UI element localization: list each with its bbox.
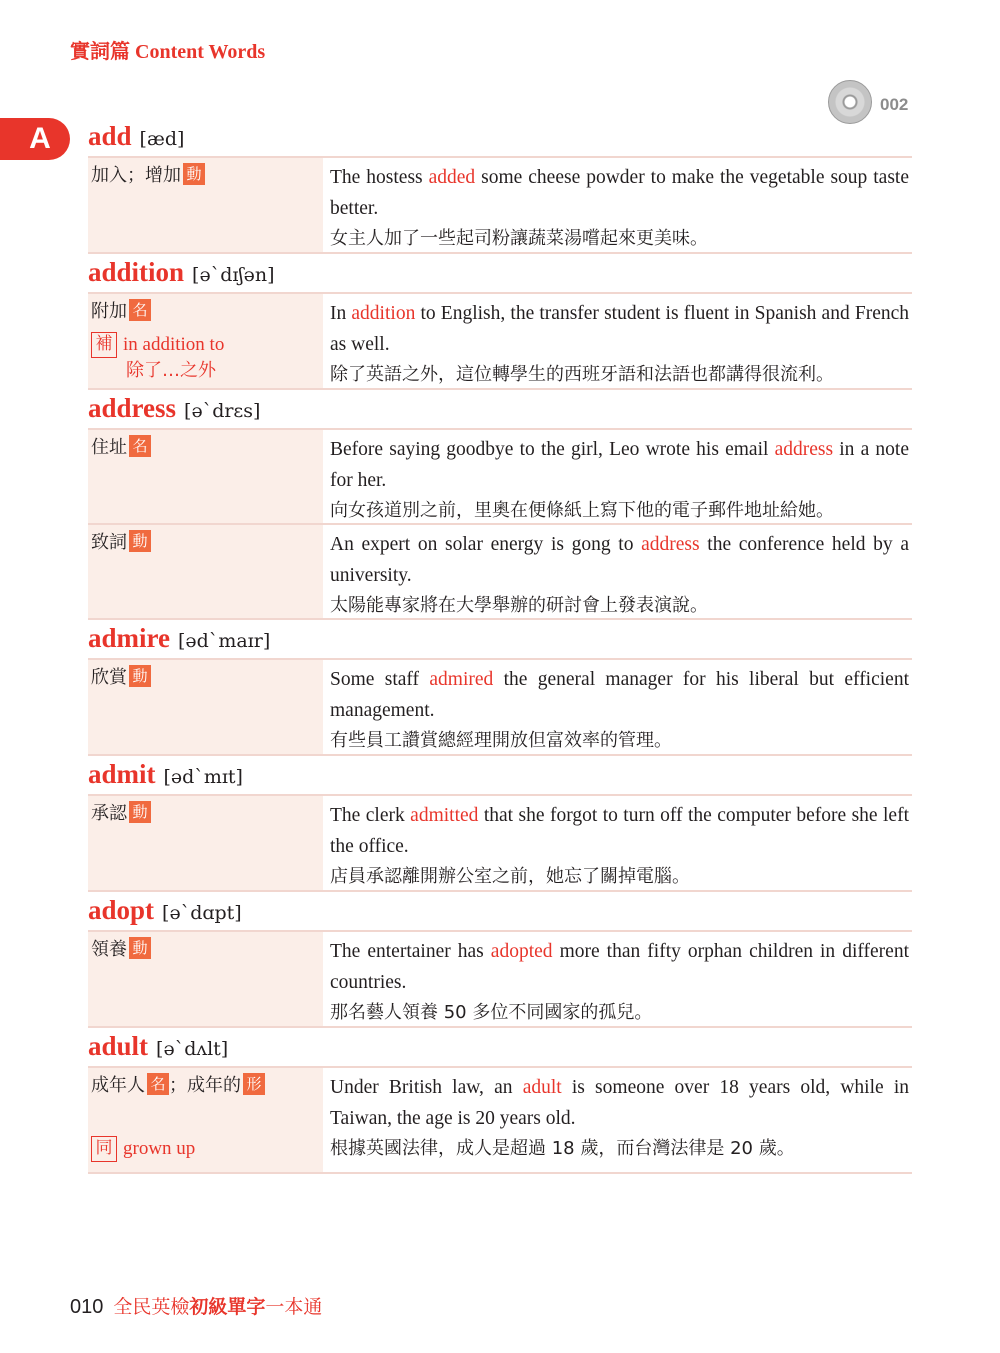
sense-row: [88, 430, 912, 525]
pos-badge: 動: [183, 163, 205, 185]
headword: admit: [88, 759, 156, 789]
sense-row: [88, 932, 912, 1028]
example-highlight: address: [641, 534, 700, 555]
pos-badge: 名: [129, 299, 151, 321]
phonetic: [ə`dɑpt]: [162, 902, 242, 924]
example-zh: 除了英語之外，這位轉學生的西班牙語和法語也都講得很流利。: [330, 364, 834, 385]
book-title: 全民英檢初級單字一本通: [113, 1296, 323, 1318]
headword: addition: [88, 257, 185, 287]
pos-badge: 名: [147, 1073, 169, 1095]
headword: add: [88, 121, 132, 151]
example-highlight: adult: [522, 1077, 562, 1098]
sense-row: [88, 294, 912, 390]
example-cell: [323, 932, 912, 1026]
example-cell: [323, 796, 912, 890]
meaning: 附加: [91, 301, 127, 322]
phrase-note: [91, 332, 319, 358]
entry-adopt: [88, 892, 912, 1028]
phonetic: [ə`drɛs]: [184, 400, 261, 422]
example-cell: [323, 660, 912, 754]
meaning: 承認: [91, 803, 127, 824]
headword: adopt: [88, 895, 155, 925]
synonym-note: [91, 1136, 319, 1162]
supplement-tag: 補: [91, 332, 117, 358]
page-number: 010: [70, 1296, 104, 1318]
pos-badge: 動: [129, 937, 151, 959]
entry-adult: [88, 1028, 912, 1174]
meaning: 成年人: [91, 1075, 145, 1096]
example-zh: 太陽能專家將在大學舉辦的研討會上發表演說。: [330, 595, 708, 616]
pos-badge: 動: [129, 665, 151, 687]
example-zh: 店員承認離開辦公室之前，她忘了關掉電腦。: [330, 866, 690, 887]
example-cell: [323, 525, 912, 618]
phonetic: [ə`dɪʃən]: [192, 264, 275, 286]
synonym-tag: 同: [91, 1136, 117, 1162]
sense-meaning-cell: [88, 430, 323, 523]
sense-row: [88, 158, 912, 254]
page-footer: [70, 1292, 322, 1319]
sense-meaning-cell: [88, 158, 323, 252]
running-header: 實詞篇 Content Words: [70, 41, 266, 63]
phonetic: [ə`dʌlt]: [156, 1038, 229, 1060]
synonym-en: grown up: [123, 1138, 196, 1159]
example-highlight: adopted: [490, 941, 553, 962]
meaning-2: ；成年的: [169, 1075, 241, 1096]
entry-admit: [88, 756, 912, 892]
sense-meaning-cell: [88, 1068, 323, 1172]
sense-meaning-cell: [88, 294, 323, 388]
track-number: 002: [880, 95, 909, 114]
entry-admire: [88, 620, 912, 756]
headword-row: [88, 1028, 912, 1068]
example-cell: [323, 430, 912, 523]
meaning: 加入；增加: [91, 165, 181, 186]
phonetic: [əd`maɪr]: [178, 630, 271, 652]
entry-add: [88, 118, 912, 254]
meaning: 欣賞: [91, 667, 127, 688]
example-en: An expert on solar energy is gong to address the conference held by a university.: [330, 534, 909, 586]
sense-meaning-cell: [88, 525, 323, 618]
example-cell: [323, 1068, 912, 1172]
headword-row: [88, 756, 912, 796]
phrase-en: in addition to: [123, 334, 225, 355]
entry-addition: [88, 254, 912, 390]
pos-badge: 名: [129, 435, 151, 457]
headword-row: [88, 118, 912, 158]
example-en: The hostess added some cheese powder to make the vegetable soup taste better.: [330, 167, 910, 219]
example-highlight: addition: [351, 303, 416, 324]
headword-row: [88, 892, 912, 932]
example-zh: 女主人加了一些起司粉讓蔬菜湯嚐起來更美味。: [330, 228, 708, 249]
headword-row: [88, 254, 912, 294]
example-highlight: admitted: [410, 805, 479, 826]
example-en: The clerk admitted that she forgot to turn off the computer before she left the office.: [330, 805, 909, 857]
meaning: 領養: [91, 939, 127, 960]
example-cell: [323, 294, 912, 388]
pos-badge: 動: [129, 530, 151, 552]
sense-meaning-cell: [88, 660, 323, 754]
sense-meaning-cell: [88, 796, 323, 890]
pos-badge-2: 形: [243, 1073, 265, 1095]
example-zh: 根據英國法律，成人是超過 18 歲，而台灣法律是 20 歲。: [330, 1138, 795, 1159]
headword-row: [88, 620, 912, 660]
example-en: In addition to English, the transfer student is fluent in Spanish and French as well.: [330, 303, 910, 355]
example-en: Under British law, an adult is someone over 18 years old, while in Taiwan, the age is 20 years old.: [330, 1077, 909, 1129]
example-zh: 有些員工讚賞總經理開放但富效率的管理。: [330, 730, 672, 751]
sense-row: [88, 660, 912, 756]
entry-address: [88, 390, 912, 620]
example-highlight: added: [428, 167, 476, 188]
headword: address: [88, 393, 177, 423]
example-zh: 向女孩道別之前，里奧在便條紙上寫下他的電子郵件地址給她。: [330, 500, 834, 521]
phonetic: [əd`mɪt]: [163, 766, 243, 788]
pos-badge: 動: [129, 801, 151, 823]
headword: adult: [88, 1031, 149, 1061]
sense-row: [88, 525, 912, 620]
meaning: 住址: [91, 437, 127, 458]
example-zh: 那名藝人領養 50 多位不同國家的孤兒。: [330, 1002, 653, 1023]
headword-row: [88, 390, 912, 430]
phrase-zh: 除了…之外: [126, 360, 216, 381]
example-en: Before saying goodbye to the girl, Leo wrote his email address in a note for her.: [330, 439, 909, 491]
section-letter: A: [29, 122, 51, 155]
entries-list: [88, 118, 912, 1174]
sense-row: [88, 1068, 912, 1174]
example-cell: [323, 158, 912, 252]
meaning: 致詞: [91, 532, 127, 553]
headword: admire: [88, 623, 170, 653]
sense-meaning-cell: [88, 932, 323, 1026]
example-en: Some staff admired the general manager for his liberal but efficient management.: [330, 669, 910, 721]
example-highlight: address: [774, 439, 834, 460]
example-en: The entertainer has adopted more than fifty orphan children in different countries.: [330, 941, 909, 993]
sense-row: [88, 796, 912, 892]
phonetic: [æd]: [139, 128, 185, 150]
example-highlight: admired: [429, 669, 494, 690]
